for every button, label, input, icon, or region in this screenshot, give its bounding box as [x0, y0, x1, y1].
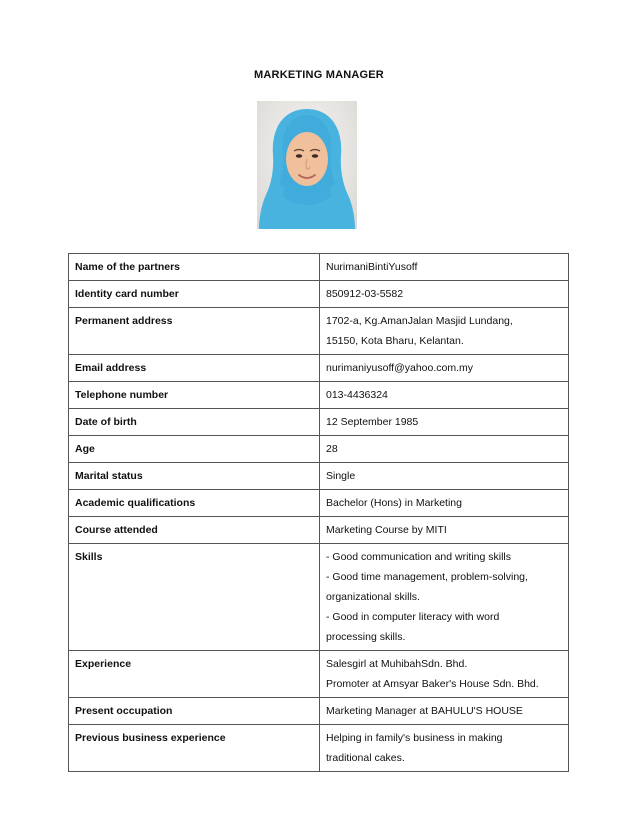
field-value-line: 12 September 1985: [326, 416, 419, 428]
field-value-line: traditional cakes.: [326, 752, 405, 764]
field-value-line: - Good in computer literacy with word: [326, 611, 500, 623]
table-row: [69, 544, 569, 651]
table-row: [69, 281, 569, 308]
field-label: Date of birth: [69, 409, 320, 436]
field-value-line: Marketing Course by MITI: [326, 524, 447, 536]
field-label: Experience: [69, 651, 320, 698]
field-value: [320, 490, 569, 517]
table-row: [69, 254, 569, 281]
field-label: Email address: [69, 355, 320, 382]
field-value-line: organizational skills.: [326, 591, 420, 603]
profile-photo-illustration: [257, 101, 357, 229]
field-label: Age: [69, 436, 320, 463]
field-label: Present occupation: [69, 698, 320, 725]
field-value-line: Marketing Manager at BAHULU'S HOUSE: [326, 705, 523, 717]
table-row: [69, 725, 569, 772]
field-label: Telephone number: [69, 382, 320, 409]
field-value-line: NurimaniBintiYusoff: [326, 261, 418, 273]
table-row: [69, 698, 569, 725]
field-value-line: Bachelor (Hons) in Marketing: [326, 497, 462, 509]
field-label: Course attended: [69, 517, 320, 544]
field-value-line: Promoter at Amsyar Baker's House Sdn. Bhd.: [326, 678, 539, 690]
field-value-line: - Good time management, problem-solving,: [326, 571, 528, 583]
table-row: [69, 651, 569, 698]
table-row: [69, 490, 569, 517]
field-value-line: processing skills.: [326, 631, 406, 643]
field-label: Permanent address: [69, 308, 320, 355]
table-row: [69, 409, 569, 436]
profile-photo: [257, 101, 357, 229]
field-value-line: nurimaniyusoff@yahoo.com.my: [326, 362, 474, 374]
table-row: [69, 436, 569, 463]
field-value-line: 15150, Kota Bharu, Kelantan.: [326, 335, 464, 347]
field-value: [320, 463, 569, 490]
field-label: Name of the partners: [69, 254, 320, 281]
field-value: [320, 409, 569, 436]
field-value-line: Salesgirl at MuhibahSdn. Bhd.: [326, 658, 468, 670]
field-label: Academic qualifications: [69, 490, 320, 517]
field-value-line: 28: [326, 443, 338, 455]
field-value: [320, 517, 569, 544]
table-row: [69, 382, 569, 409]
field-value-line: Single: [326, 470, 356, 482]
field-value-line: 013-4436324: [326, 389, 388, 401]
table-row: [69, 308, 569, 355]
field-value: [320, 725, 569, 772]
field-value: [320, 308, 569, 355]
field-label: Previous business experience: [69, 725, 320, 772]
table-row: [69, 517, 569, 544]
field-value-line: 1702-a, Kg.AmanJalan Masjid Lundang,: [326, 315, 513, 327]
table-row: [69, 463, 569, 490]
field-value: [320, 254, 569, 281]
table-row: [69, 355, 569, 382]
field-value: [320, 281, 569, 308]
field-value: [320, 355, 569, 382]
personal-details-table: [68, 253, 569, 772]
field-value-line: Helping in family's business in making: [326, 732, 503, 744]
field-label: Marital status: [69, 463, 320, 490]
field-value: [320, 544, 569, 651]
field-value-line: 850912-03-5582: [326, 288, 404, 300]
field-value: [320, 698, 569, 725]
field-value: [320, 436, 569, 463]
field-value: [320, 651, 569, 698]
field-label: Identity card number: [69, 281, 320, 308]
field-value: [320, 382, 569, 409]
field-label: Skills: [69, 544, 320, 651]
document-title: MARKETING MANAGER: [254, 69, 384, 81]
field-value-line: - Good communication and writing skills: [326, 551, 511, 563]
